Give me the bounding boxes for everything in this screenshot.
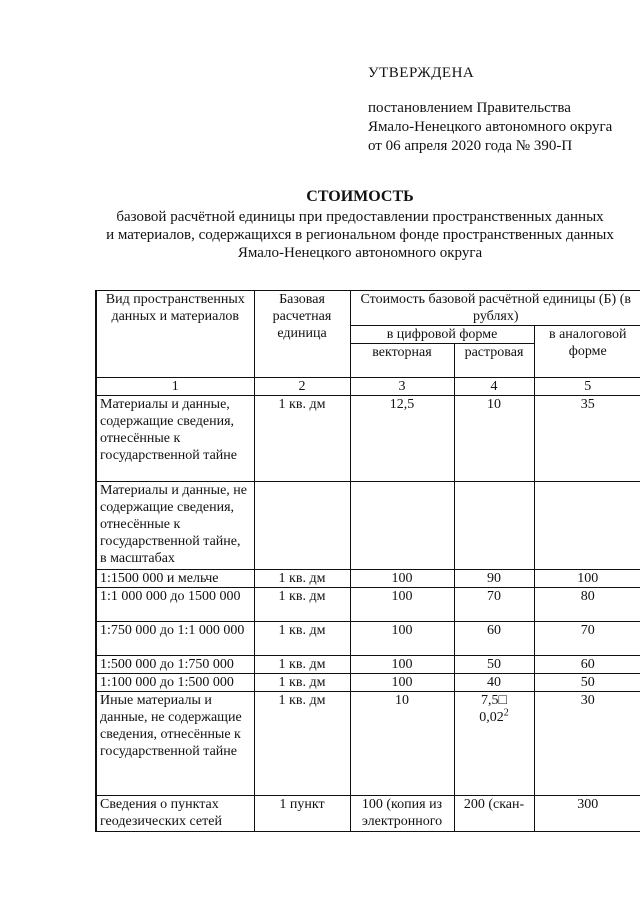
row-raster — [454, 692, 534, 796]
row-name: 1:500 000 до 1:750 000 — [96, 656, 254, 674]
row-raster — [454, 482, 534, 570]
header-vector: векторная — [350, 344, 454, 378]
table-row — [96, 396, 640, 482]
approval-line-3: от 06 апреля 2020 года № 390-П — [368, 138, 573, 154]
row-analog: 70 — [534, 622, 640, 656]
row-analog — [534, 482, 640, 570]
row-analog: 300 — [534, 796, 640, 832]
row-raster: 50 — [454, 656, 534, 674]
row-raster: 40 — [454, 674, 534, 692]
row-analog: 30 — [534, 692, 640, 796]
title-line-3: Ямало-Ненецкого автономного округа — [237, 245, 483, 261]
row-vector: 100 — [350, 674, 454, 692]
col-number-3: 3 — [350, 378, 454, 396]
row-raster: 60 — [454, 622, 534, 656]
table-row — [96, 796, 640, 832]
table-row — [96, 692, 640, 796]
header-cost: Стоимость базовой расчётной единицы (Б) (в рублях) — [350, 291, 640, 326]
approval-heading: УТВЕРЖДЕНА — [368, 65, 475, 81]
row-raster: 70 — [454, 588, 534, 622]
title-line-2: и материалов, содержащихся в региональном фонде пространственных данных — [106, 227, 614, 243]
row-unit: 1 кв. дм — [254, 570, 350, 588]
raster-value-a: 7,5□ — [481, 693, 507, 708]
row-name: Сведения о пунктах геодезических сетей — [96, 796, 254, 832]
row-vector: 100 — [350, 656, 454, 674]
row-unit: 1 кв. дм — [254, 396, 350, 482]
title-main: СТОИМОСТЬ — [306, 188, 414, 205]
document-title — [80, 188, 640, 262]
row-raster: 90 — [454, 570, 534, 588]
row-unit: 1 кв. дм — [254, 656, 350, 674]
table-row — [96, 674, 640, 692]
row-vector: 12,5 — [350, 396, 454, 482]
approval-line-1: постановлением Правительства — [368, 100, 571, 116]
header-data-type: Вид пространственных данных и материалов — [96, 291, 254, 378]
row-name: Материалы и данные, не содержащие сведения, отнесённые к государственной тайне, в масштабах — [96, 482, 254, 570]
row-analog: 35 — [534, 396, 640, 482]
raster-value-b: 0,02 — [479, 710, 504, 725]
row-vector: 100 (копия из электронного — [350, 796, 454, 832]
row-unit: 1 кв. дм — [254, 674, 350, 692]
row-vector: 100 — [350, 570, 454, 588]
table-row — [96, 482, 640, 570]
row-raster: 10 — [454, 396, 534, 482]
approval-block — [368, 64, 612, 156]
row-vector: 10 — [350, 692, 454, 796]
row-name: 1:1 000 000 до 1500 000 — [96, 588, 254, 622]
header-base-unit: Базовая расчетная единица — [254, 291, 350, 378]
row-vector: 100 — [350, 622, 454, 656]
table-row — [96, 588, 640, 622]
row-name: Материалы и данные, содержащие сведения, отнесённые к государственной тайне — [96, 396, 254, 482]
row-unit: 1 пункт — [254, 796, 350, 832]
col-number-5: 5 — [534, 378, 640, 396]
row-name: Иные материалы и данные, не содержащие сведения, отнесённые к государственной тайне — [96, 692, 254, 796]
table-row — [96, 622, 640, 656]
col-number-1: 1 — [96, 378, 254, 396]
col-number-4: 4 — [454, 378, 534, 396]
row-name: 1:750 000 до 1:1 000 000 — [96, 622, 254, 656]
table-row — [96, 570, 640, 588]
row-unit: 1 кв. дм — [254, 692, 350, 796]
row-analog: 50 — [534, 674, 640, 692]
row-unit: 1 кв. дм — [254, 622, 350, 656]
approval-line-2: Ямало-Ненецкого автономного округа — [368, 119, 613, 135]
header-raster: растровая — [454, 344, 534, 378]
row-analog: 80 — [534, 588, 640, 622]
cost-table — [95, 290, 640, 832]
row-unit: 1 кв. дм — [254, 588, 350, 622]
footnote-mark: 2 — [503, 707, 509, 719]
row-name: 1:100 000 до 1:500 000 — [96, 674, 254, 692]
header-digital: в цифровой форме — [350, 326, 534, 344]
row-unit — [254, 482, 350, 570]
title-line-1: базовой расчётной единицы при предоставлении пространственных данных — [116, 209, 604, 225]
row-analog: 60 — [534, 656, 640, 674]
col-number-2: 2 — [254, 378, 350, 396]
table-row — [96, 656, 640, 674]
header-analog: в аналоговой форме — [534, 326, 640, 378]
row-vector — [350, 482, 454, 570]
row-analog: 100 — [534, 570, 640, 588]
row-name: 1:1500 000 и мельче — [96, 570, 254, 588]
row-vector: 100 — [350, 588, 454, 622]
row-raster: 200 (скан- — [454, 796, 534, 832]
